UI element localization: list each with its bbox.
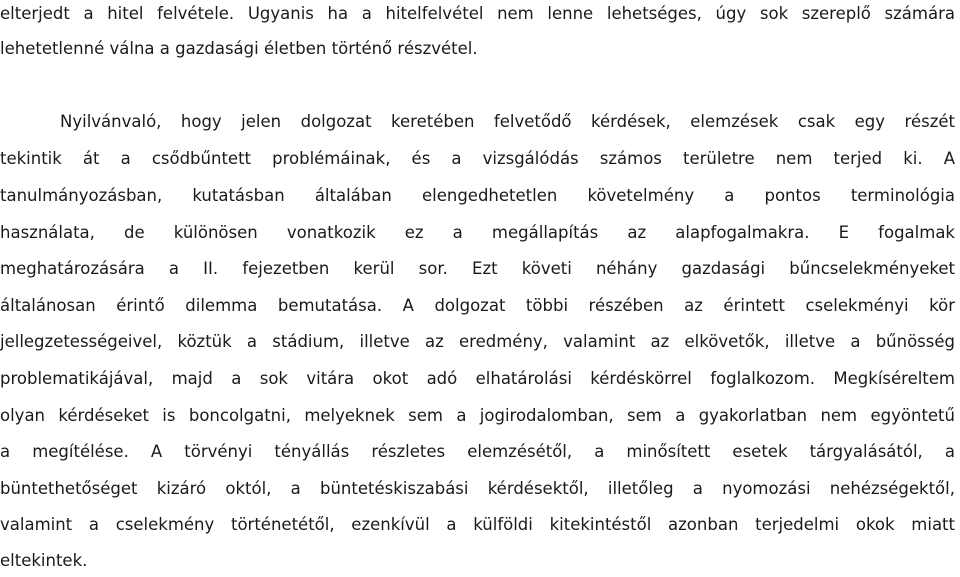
text-line: a megítélése. A törvényi tényállás részletes elemzésétől, a minősített esetek tárgyalásától, a <box>0 442 955 461</box>
text-line: eltekintek. <box>0 551 88 570</box>
text-line: Nyilvánvaló, hogy jelen dolgozat keretében felvetődő kérdések, elemzések csak egy részét <box>60 112 955 131</box>
text-line: valamint a cselekmény történetétől, ezenkívül a külföldi kitekintéstől azonban terjedelmi okok miatt <box>0 515 955 534</box>
text-line: problematikájával, majd a sok vitára okot adó elhatárolási kérdéskörrel foglalkozom. Megkíséreltem <box>0 369 955 388</box>
text-line: büntethetőséget kizáró októl, a büntetéskiszabási kérdésektől, illetőleg a nyomozási nehézségektől, <box>0 479 955 498</box>
text-line: tanulmányozásban, kutatásban általában elengedhetetlen követelmény a pontos terminológia <box>0 186 955 205</box>
text-line: elterjedt a hitel felvétele. Ugyanis ha a hitelfelvétel nem lenne lehetséges, úgy sok szereplő számára <box>0 4 955 23</box>
text-line: lehetetlenné válna a gazdasági életben történő részvétel. <box>0 39 478 58</box>
text-line: tekintik át a csődbűntett problémáinak, és a vizsgálódás számos területre nem terjed ki. A <box>0 149 955 168</box>
text-line: használata, de különösen vonatkozik ez a megállapítás az alapfogalmakra. E fogalmak <box>0 223 955 242</box>
text-line: olyan kérdéseket is boncolgatni, melyeknek sem a jogirodalomban, sem a gyakorlatban nem egyöntetű <box>0 406 955 425</box>
text-line: meghatározására a II. fejezetben kerül sor. Ezt követi néhány gazdasági bűncselekményeket <box>0 259 955 278</box>
text-line: jellegzetességeivel, köztük a stádium, illetve az eredmény, valamint az elkövetők, illetve a bűnösség <box>0 332 955 351</box>
text-line: általánosan érintő dilemma bemutatása. A dolgozat többi részében az érintett cselekményi kör <box>0 296 955 315</box>
